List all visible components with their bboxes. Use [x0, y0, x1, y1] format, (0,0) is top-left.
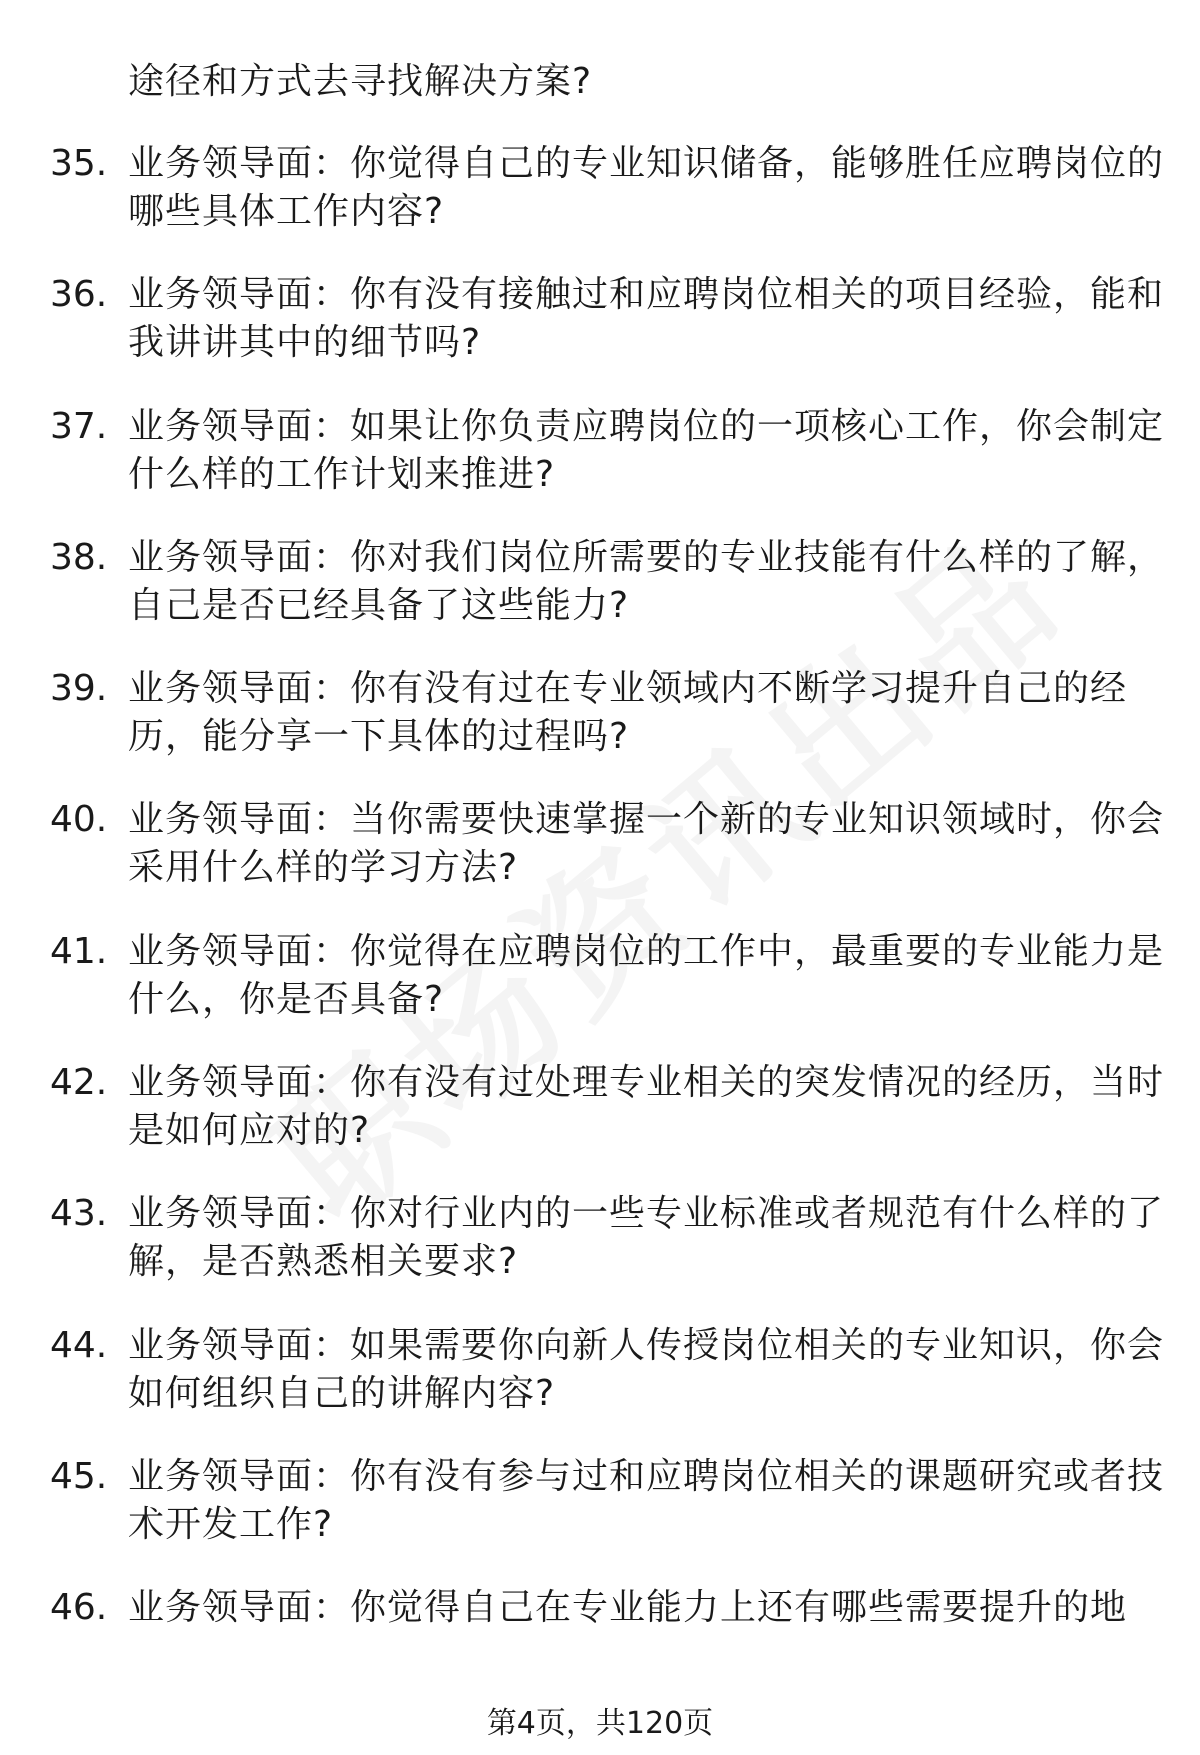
question-text	[128, 1453, 1165, 1549]
question-item	[0, 403, 1200, 534]
question-item	[0, 271, 1200, 402]
question-text	[128, 1059, 1165, 1155]
question-text	[128, 534, 1165, 630]
question-text	[128, 140, 1165, 236]
question-line: 业务领导面：你觉得在应聘岗位的工作中，最重要的专业能力是	[128, 930, 1165, 972]
question-line: 业务领导面：你觉得自己的专业知识储备，能够胜任应聘岗位的	[128, 143, 1165, 184]
question-line: 业务领导面：你对我们岗位所需要的专业技能有什么样的了解，	[128, 536, 1165, 578]
question-line: 业务领导面：如果让你负责应聘岗位的一项核心工作，你会制定	[128, 405, 1165, 447]
question-number: 46.	[50, 1587, 108, 1629]
question-number: 45.	[50, 1455, 108, 1497]
question-line: 业务领导面：你有没有参与过和应聘岗位相关的课题研究或者技	[128, 1455, 1165, 1497]
question-number: 43.	[50, 1193, 108, 1235]
question-line: 历，能分享一下具体的过程吗?	[128, 716, 630, 758]
page-footer: 第4页，共120页	[486, 1706, 714, 1741]
question-item	[0, 928, 1200, 1059]
question-item	[0, 1584, 1200, 1715]
question-item	[0, 1453, 1200, 1584]
question-line: 术开发工作?	[128, 1503, 334, 1545]
question-number: 42.	[50, 1062, 108, 1104]
question-line: 业务领导面：你觉得自己在专业能力上还有哪些需要提升的地	[128, 1587, 1128, 1629]
question-line: 采用什么样的学习方法?	[128, 847, 519, 889]
question-line: 业务领导面：你有没有过在专业领域内不断学习提升自己的经	[128, 668, 1128, 710]
question-number: 39.	[50, 668, 108, 710]
question-line: 哪些具体工作内容?	[128, 191, 445, 232]
question-number: 44.	[50, 1324, 108, 1366]
question-line: 业务领导面：如果需要你向新人传授岗位相关的专业知识，你会	[128, 1324, 1165, 1366]
question-item	[0, 1059, 1200, 1190]
question-line: 业务领导面：你对行业内的一些专业标准或者规范有什么样的了	[128, 1193, 1165, 1235]
question-line: 是如何应对的?	[128, 1110, 371, 1152]
question-text	[128, 928, 1165, 1024]
question-line: 业务领导面：你有没有过处理专业相关的突发情况的经历，当时	[128, 1062, 1165, 1104]
question-item	[0, 1190, 1200, 1321]
question-line: 业务领导面：你有没有接触过和应聘岗位相关的项目经验，能和	[128, 274, 1165, 316]
question-line: 我讲讲其中的细节吗?	[128, 322, 482, 364]
question-line: 解，是否熟悉相关要求?	[128, 1241, 519, 1283]
question-number: 35.	[50, 143, 108, 184]
question-item	[0, 140, 1200, 271]
question-number: 41.	[50, 930, 108, 972]
question-text	[128, 403, 1165, 499]
continuation-text: 途径和方式去寻找解决方案?	[128, 61, 593, 102]
question-text	[128, 665, 1138, 761]
question-line: 什么样的工作计划来推进?	[128, 453, 556, 495]
question-item	[0, 534, 1200, 665]
question-text	[128, 796, 1165, 892]
question-number: 40.	[50, 799, 108, 841]
question-text	[128, 1322, 1165, 1418]
question-text	[128, 1190, 1165, 1286]
question-list	[0, 140, 1200, 1716]
question-line: 什么，你是否具备?	[128, 978, 445, 1020]
question-line: 业务领导面：当你需要快速掌握一个新的专业知识领域时，你会	[128, 799, 1165, 841]
question-line: 自己是否已经具备了这些能力?	[128, 584, 630, 626]
question-line: 如何组织自己的讲解内容?	[128, 1372, 556, 1414]
question-item	[0, 665, 1200, 796]
question-item	[0, 1322, 1200, 1453]
question-number: 37.	[50, 405, 108, 447]
question-number: 38.	[50, 536, 108, 578]
question-number: 36.	[50, 274, 108, 316]
question-item	[0, 796, 1200, 927]
question-text	[128, 271, 1165, 367]
question-text	[128, 1584, 1138, 1632]
